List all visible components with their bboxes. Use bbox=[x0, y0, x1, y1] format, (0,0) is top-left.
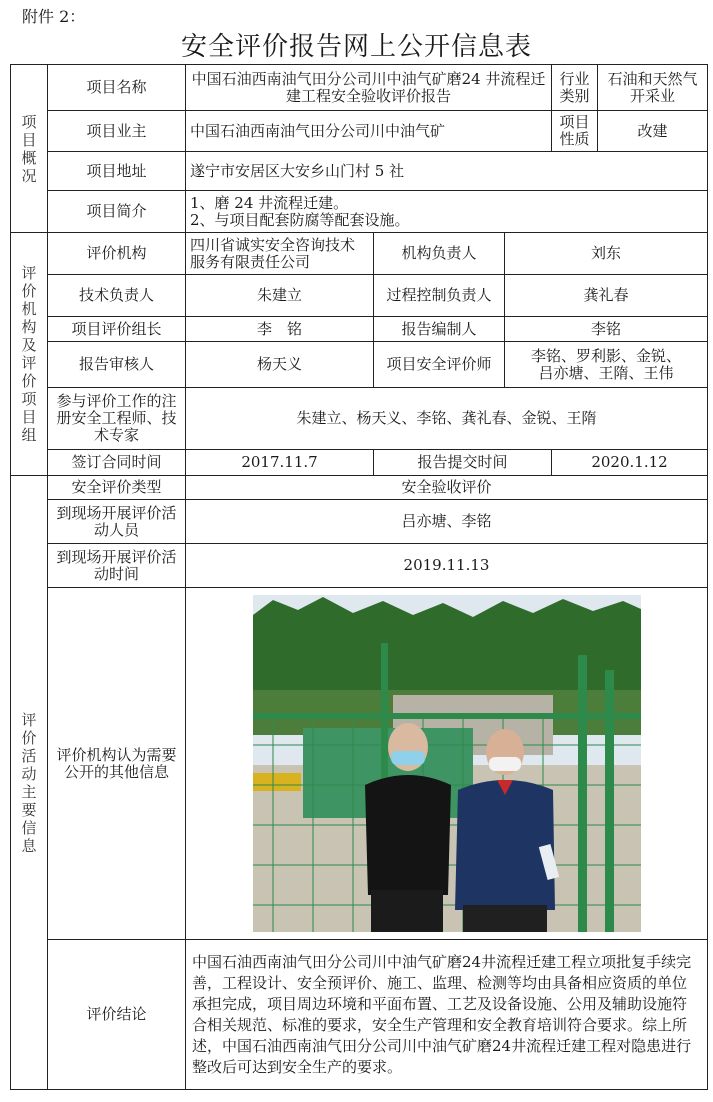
section-activity: 评价活动主要信息 bbox=[11, 476, 48, 1090]
nature-value: 改建 bbox=[598, 111, 708, 152]
photo-yellow-equipment bbox=[253, 773, 301, 791]
submit-value: 2020.1.12 bbox=[552, 450, 708, 476]
writer-value: 李铭 bbox=[505, 317, 708, 342]
section-org: 评价机构及评价项目组 bbox=[11, 233, 48, 476]
submit-label: 报告提交时间 bbox=[374, 450, 552, 476]
type-value: 安全验收评价 bbox=[186, 476, 708, 500]
page-title: 安全评价报告网上公开信息表 bbox=[180, 32, 532, 62]
conclusion-value: 中国石油西南油气田分公司川中油气矿磨24井流程迁建工程立项批复手续完善，工程设计、安全预评价、施工、监理、检测等均由具备相应资质的单位承担完成，项目周边环境和平面布置、工艺及设备设施、公用及辅助设施符合相关规范、标准的要求，安全生产管理和安全教育培训符合要求。综上所述，中国石油西南油气田分公司川中油气矿磨24井流程迁建工程对隐患进行整改后可达到安全生产的要求。 bbox=[186, 940, 708, 1090]
intro-value bbox=[186, 191, 708, 233]
site-photo-cell bbox=[186, 588, 708, 940]
onsite-time-value: 2019.11.13 bbox=[186, 544, 708, 588]
assessors-line-1: 李铭、罗利影、金锐、 bbox=[530, 346, 681, 365]
address-value: 遂宁市安居区大安乡山门村 5 社 bbox=[186, 152, 708, 191]
intro-line-2: 2、与项目配套防腐等配套设施。 bbox=[190, 210, 410, 229]
contract-label: 签订合同时间 bbox=[48, 450, 186, 476]
industry-value: 石油和天然气开采业 bbox=[598, 65, 708, 111]
other-info-label: 评价机构认为需要公开的其他信息 bbox=[48, 588, 186, 940]
leader-label: 项目评价组长 bbox=[48, 317, 186, 342]
tech-head-value: 朱建立 bbox=[186, 275, 374, 317]
assessors-label: 项目安全评价师 bbox=[374, 342, 505, 388]
leader-value: 李 铭 bbox=[186, 317, 374, 342]
onsite-people-label: 到现场开展评价活动人员 bbox=[48, 500, 186, 544]
contract-value: 2017.11.7 bbox=[186, 450, 374, 476]
process-value: 龚礼春 bbox=[505, 275, 708, 317]
tech-head-label: 技术负责人 bbox=[48, 275, 186, 317]
site-photo bbox=[253, 595, 641, 932]
project-name-label: 项目名称 bbox=[48, 65, 186, 111]
conclusion-label: 评价结论 bbox=[48, 940, 186, 1090]
intro-line-1: 1、磨 24 井流程迁建。 bbox=[190, 193, 349, 212]
type-label: 安全评价类型 bbox=[48, 476, 186, 500]
process-label: 过程控制负责人 bbox=[374, 275, 505, 317]
industry-label: 行业类别 bbox=[552, 65, 598, 111]
attachment-label: 附件 2： bbox=[22, 7, 86, 26]
agency-head-label: 机构负责人 bbox=[374, 233, 505, 275]
agency-head-value: 刘东 bbox=[505, 233, 708, 275]
onsite-time-label: 到现场开展评价活动时间 bbox=[48, 544, 186, 588]
info-table bbox=[10, 64, 708, 1090]
agency-value: 四川省诚实安全咨询技术服务有限责任公司 bbox=[186, 233, 374, 275]
owner-label: 项目业主 bbox=[48, 111, 186, 152]
writer-label: 报告编制人 bbox=[374, 317, 505, 342]
owner-value: 中国石油西南油气田分公司川中油气矿 bbox=[186, 111, 552, 152]
reviewer-label: 报告审核人 bbox=[48, 342, 186, 388]
address-label: 项目地址 bbox=[48, 152, 186, 191]
onsite-people-value: 吕亦塘、李铭 bbox=[186, 500, 708, 544]
engineers-label: 参与评价工作的注册安全工程师、技术专家 bbox=[48, 388, 186, 450]
section-overview: 项目概况 bbox=[11, 65, 48, 233]
intro-label: 项目简介 bbox=[48, 191, 186, 233]
engineers-value: 朱建立、杨天义、李铭、龚礼春、金锐、王隋 bbox=[186, 388, 708, 450]
assessors-value bbox=[505, 342, 708, 388]
agency-label: 评价机构 bbox=[48, 233, 186, 275]
assessors-line-2: 吕亦塘、王隋、王伟 bbox=[538, 363, 674, 382]
nature-label: 项目性质 bbox=[552, 111, 598, 152]
reviewer-value: 杨天义 bbox=[186, 342, 374, 388]
project-name-value: 中国石油西南油气田分公司川中油气矿磨24 井流程迁建工程安全验收评价报告 bbox=[186, 65, 552, 111]
